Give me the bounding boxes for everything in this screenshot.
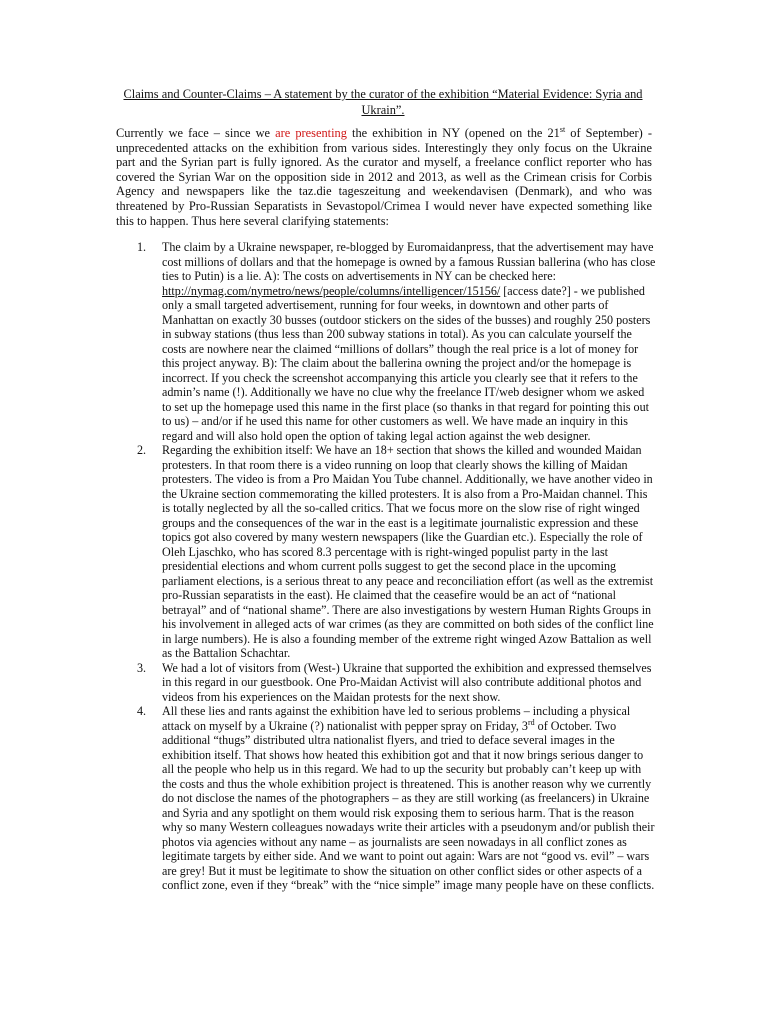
list-item: [137, 704, 656, 893]
list-item-superscript: rd: [527, 717, 535, 727]
intro-text-3: of September) - unprecedented attacks on the exhibition from various sides. Interestingly they only focus on the Ukraine part and the Syrian part is fully ignored. As the curator and myself, a freelance conflict reporter who has covered the Syrian War on the opposition side in 2012 and 2013, as well as the Crimean crisis for Corbis Agency and newspapers like the taz.die tageszeitung and weekendavisen (Denmark), and who was threatened by Pro-Russian Separatists in Sevastopol/Crimea I would never have expected something like this to happen. Thus here several clarifying statements:: [116, 126, 652, 228]
list-item-number: 1.: [137, 240, 147, 254]
list-item: [137, 660, 656, 705]
intro-superscript: st: [559, 124, 566, 134]
list-item-number: 3.: [137, 660, 147, 675]
list-item-text: We had a lot of visitors from (West-) Ukraine that supported the exhibition and expressed themselves in this regard in our guestbook. One Pro-Maidan Activist will also contribute additional photos and videos from his experiences on the Maidan protests for the next show.: [162, 660, 652, 704]
list-item-text: All these lies and rants against the exhibition have led to serious problems – including a physical attack on myself by a Ukraine (?) nationalist with pepper spray on Friday, 3: [162, 704, 631, 733]
list-item: [137, 443, 656, 661]
intro-highlight: are presenting: [275, 126, 347, 140]
list-item-text: [access date?] - we published only a small targeted advertisement, running for four weeks, in downtown and other parts of Manhattan on exactly 30 busses (outdoor stickers on the sides of the busses) and roughly 250 posters in subway stations (thus less than 200 subway stations in total). As you can calculate yourself the costs are nowhere near the claimed “millions of dollars” though the real price is a lot of money for this project anyway. B): The claim about the ballerina owning the project and/or the homepage is incorrect. If you check the screenshot accompanying this article you clearly see that it refers to the admin’s name (!). Additionally we have no clue why the freelance IT/web designer whom we asked to set up the homepage used this name in the first place (so thanks in that regard for pointing this out to us) – and/or if he used this name for other customers as well. We have made an inquiry in this regard and will also hold open the option of taking legal action against the web designer.: [162, 283, 651, 443]
list-item: [137, 240, 656, 443]
list-item-number: 2.: [137, 443, 147, 457]
nymag-link[interactable]: http://nymag.com/nymetro/news/people/columns/intelligencer/15156/: [162, 283, 501, 298]
document-title: Claims and Counter-Claims – A statement by the curator of the exhibition “Material Evidence: Syria and Ukrain”.: [123, 87, 643, 117]
intro-text-1: Currently we face – since we: [116, 126, 276, 140]
list-item-text: of October. Two additional “thugs” distributed ultra nationalist flyers, and tried to deface several images in the exhibition itself. That shows how heated this exhibition got and that it now brings serious danger to all the people who help us in this regard. We had to up the security but probably can’t keep up with the costs and thus the whole exhibition project is threatened. This is another reason why we currently do not disclose the names of the photographers – as they are still working (as freelancers) in Ukraine and Syria and any spotlight on them would risk exposing them to serious harm. That is the reason why so many Western colleagues nowadays write their articles with a pseudonym and/or publish their photos via agencies without any name – as journalists are seen nowadays in all conflict zones as legitimate targets by either side. And we want to point out again: Wars are not “good vs. evil” – wars are grey! But it must be legitimate to show the situation on other conflict sides or other aspects of a conflict zone, even if they “break” with the “nice simple” image many people have on these conflicts.: [162, 718, 655, 892]
intro-text-2: the exhibition in NY (opened on the 21: [346, 126, 560, 140]
list-item-number: 4.: [137, 704, 147, 718]
intro-paragraph: [116, 126, 652, 228]
statement-list: [137, 240, 656, 893]
list-item-text: Regarding the exhibition itself: We have an 18+ section that shows the killed and wounded Maidan protesters. In that room there is a video running on loop that clearly shows the killing of Maidan protesters. The video is from a Pro Maidan You Tube channel. Additionally, we have another video in the Ukraine section commemorating the killed protesters. It is also from a Pro-Maidan channel. This is totally neglected by all the so-called critics. That we focus more on the slow rise of right winged groups and the consequences of the war in the east is a legitimate journalistic expression and these topics got also covered by many western newspapers (like the Guardian etc.). Especially the role of Oleh Ljaschko, who has scored 8.3 percentage with is right-winged populist party in the last presidential elections and whom current polls suggest to get the second place in the upcoming parliament elections, is a serious threat to any peace and reconciliation effort (as well as the extremist pro-Russian separatists in the east). He claimed that the ceasefire would be an act of “national betrayal” and of “national shame”. There are also investigations by western Human Rights Groups in his involvement in alleged acts of war crimes (as they are committed on both sides of the conflict line in large numbers). He is also a founding member of the extreme right winged Azow Battalion as well as the Battalion Schachtar.: [162, 443, 654, 660]
list-item-text: The claim by a Ukraine newspaper, re-blogged by Euromaidanpress, that the advertisement may have cost millions of dollars and that the homepage is owned by a famous Russian ballerina (who has close ties to Putin) is a lie. A): The costs on advertisements in NY can be checked here:: [162, 240, 656, 283]
